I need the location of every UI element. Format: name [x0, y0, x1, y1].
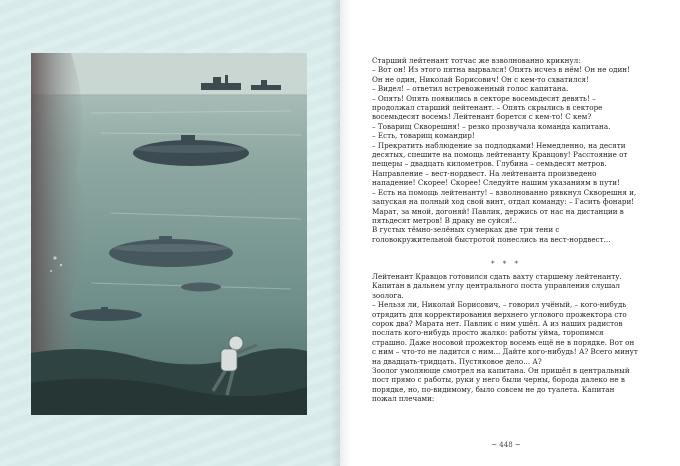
paragraph: – Нельзя ли, Николай Борисович, – говорил учёный, – кого-нибудь отрядить для корректирования верхнего углового прожектора сто сорок два? Марата нет. Павлик с ним ушёл. А из наших радистов послать кого-нибудь просто жалко: работы уйма, торопимся страшно. Даже носовой прожектор восемь ещё не в порядке. Вот он с ним – что-то не ладится с ним... Дайте кого-нибудь! А? Всего минут на двадцать-тридцать. Пустяковое дело... А? [372, 300, 638, 366]
paragraph: – Есть, товарищ командир! [372, 131, 475, 141]
page-number: ~ 448 ~ [491, 441, 521, 449]
paragraph: Зоолог умоляюще смотрел на капитана. Он пришёл в центральный пост прямо с работы, руки у него были черны, борода далеко не в порядке, но, по-видимому, было совсем не до туалета. Капитан пожал плечами: [372, 366, 630, 404]
paragraph: – Опять! Опять появились в секторе восемьдесят девять! – продолжал старший лейтенант. – Опять скрылись в секторе восемьдесят восемь! Лейтенант борется с кем-то! С кем? [372, 93, 603, 122]
paragraph: В густых тёмно-зелёных сумерках две три тени с головокружительной быстротой понеслись на вест-нордвест... [372, 225, 611, 244]
paragraph: – Вот он! Из этого пятна вырвался! Опять исчез в нём! Он не один! Он не один, Николай Борисович! Он с кем-то схватился! [372, 65, 630, 84]
paragraph: Старший лейтенант тотчас же взволнованно крикнул: [372, 56, 581, 65]
text-block-2 [372, 272, 640, 404]
section-separator: * * * [491, 260, 521, 268]
paragraph: – Товарищ Скворешня! – резко прозвучала команда капитана. [372, 121, 611, 131]
paragraph: – Видел! – ответил встревоженный голос капитана. [372, 84, 569, 94]
paragraph: – Есть на помощь лейтенанту! – взволнованно рявкнул Скворешня и, запуская на полный ход свой винт, отдал команду: – Гасить фонари! Марат, за мной, догоняй! Павлик, держись от нас на дистанции в пятьдесят метров! В драку не суйся!.. [372, 187, 637, 225]
text-block-1 [372, 56, 640, 244]
submarine-illustration [31, 53, 307, 415]
paragraph: Лейтенант Кравцов готовился сдать вахту старшему лейтенанту. Капитан в дальнем углу центрального поста управления слушал зоолога. [372, 272, 622, 300]
right-page [340, 0, 680, 466]
paragraph: – Прекратить наблюдение за подлодками! Немедленно, на десяти десятых, спешите на помощь лейтенанту Кравцову! Расстояние от пещеры – двадцать километров. Глубина – семьдесят метров. Направление – вест-нордвест. На лейтенанта произведено нападение! Скорее! Скорее! Следуйте нашим указаниям в пути! [372, 140, 628, 188]
